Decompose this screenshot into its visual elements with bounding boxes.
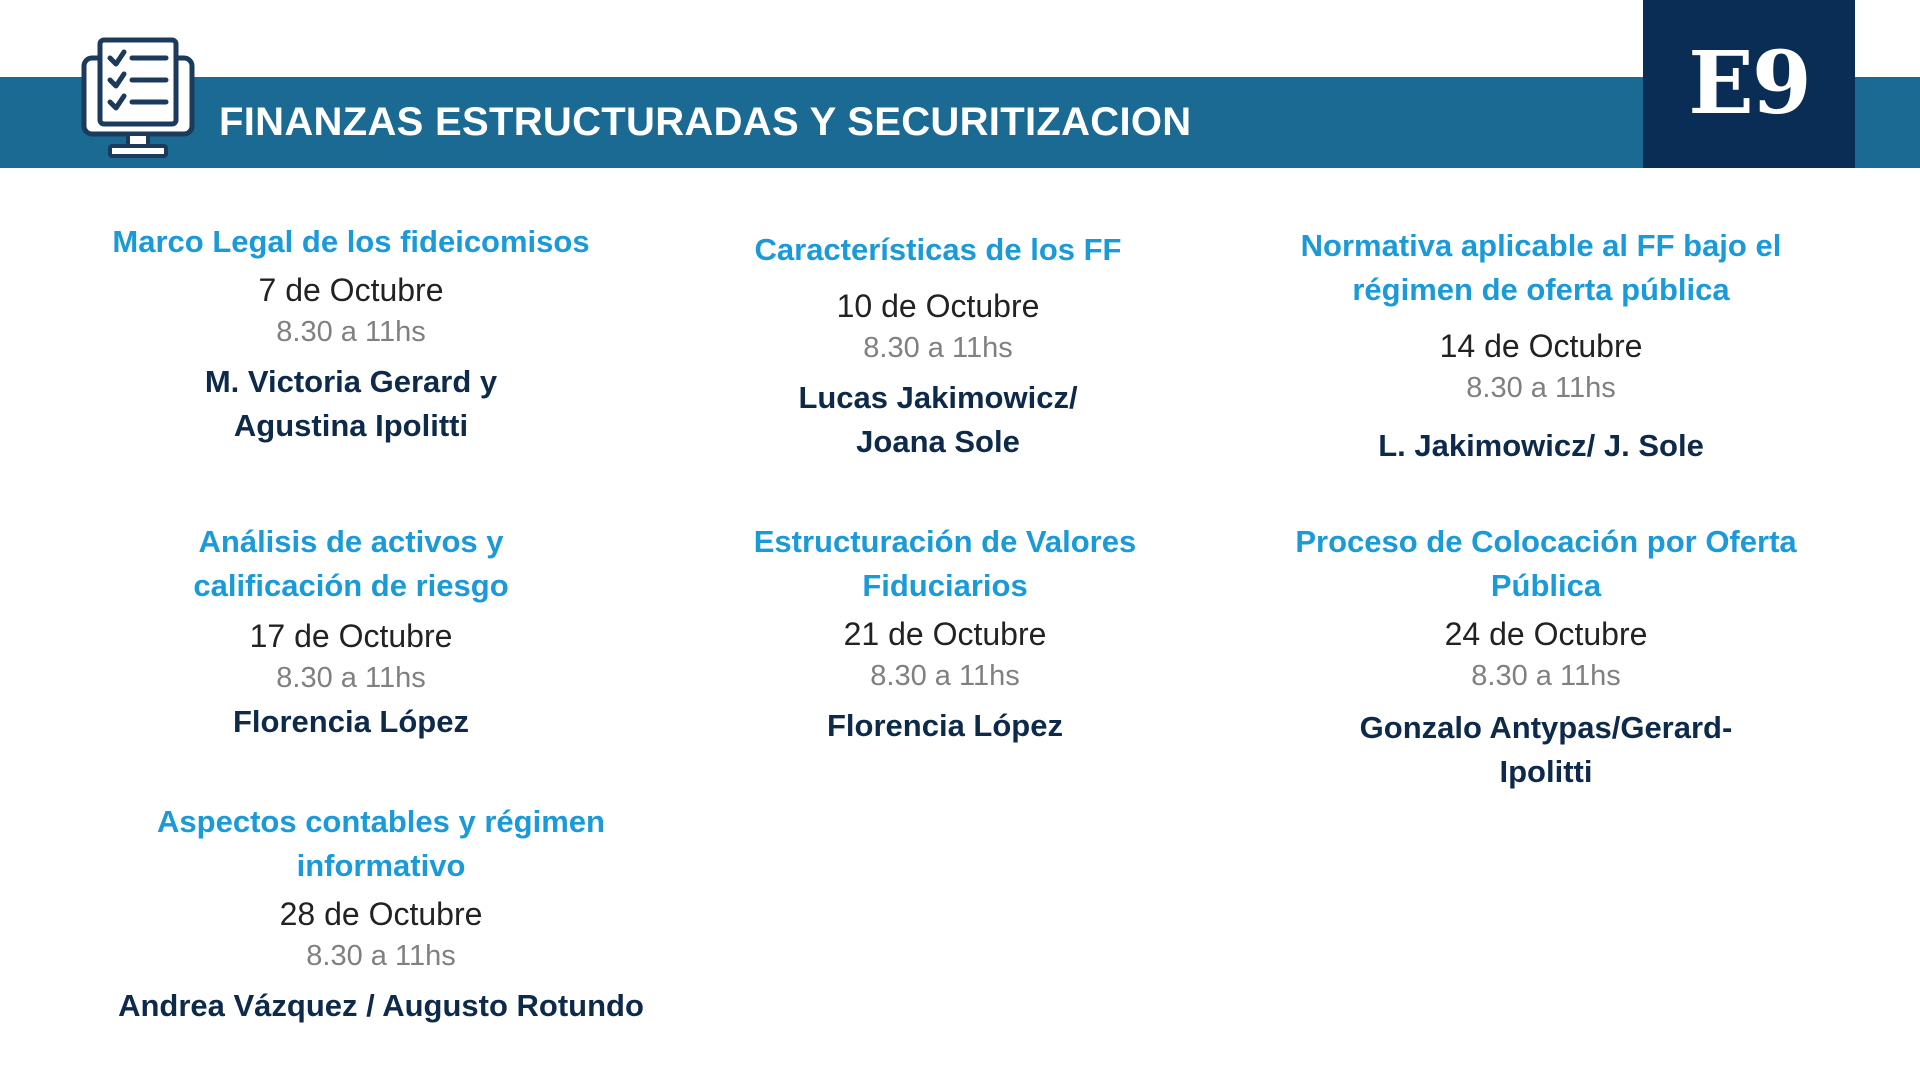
session-speaker: Agustina Ipolitti — [233, 408, 469, 443]
session-topic: Estructuración de Valores Fiduciarios — [753, 524, 1137, 603]
session-date: 10 de Octubre — [836, 288, 1040, 324]
session-date: 28 de Octubre — [279, 896, 483, 932]
session-speaker: Joana Sole — [856, 424, 1020, 459]
badge-label: E9 — [1688, 33, 1810, 134]
badge-e9 — [1643, 0, 1855, 168]
session-1 — [71, 220, 631, 448]
session-topic: Análisis de activos y calificación de riesgo — [193, 524, 509, 603]
session-6 — [1276, 520, 1816, 794]
session-time: 8.30 a 11hs — [1466, 372, 1616, 404]
session-topic: Normativa aplicable al FF bajo el régimen de oferta pública — [1300, 228, 1782, 307]
session-time: 8.30 a 11hs — [863, 332, 1013, 364]
session-time: 8.30 a 11hs — [276, 316, 426, 348]
session-speaker: L. Jakimowicz/ J. Sole — [1378, 428, 1704, 463]
session-speaker: Andrea Vázquez / Augusto Rotundo — [118, 988, 644, 1023]
session-speaker: M. Victoria Gerard y — [204, 364, 498, 399]
session-5 — [715, 520, 1175, 748]
checklist-monitor-icon — [80, 36, 196, 164]
session-time: 8.30 a 11hs — [870, 660, 1020, 692]
session-speaker: Lucas Jakimowicz/ — [798, 380, 1078, 415]
page-title: FINANZAS ESTRUCTURADAS Y SECURITIZACION — [219, 100, 1192, 144]
session-speaker: Florencia López — [233, 704, 469, 739]
session-time: 8.30 a 11hs — [276, 662, 426, 694]
session-topic: Marco Legal de los fideicomisos — [112, 224, 590, 259]
session-time: 8.30 a 11hs — [306, 940, 456, 972]
session-date: 17 de Octubre — [249, 618, 453, 654]
session-topic: Proceso de Colocación por Oferta Pública — [1295, 524, 1797, 603]
session-date: 24 de Octubre — [1444, 616, 1648, 652]
session-date: 21 de Octubre — [843, 616, 1047, 652]
session-topic: Aspectos contables y régimen informativo — [157, 804, 605, 883]
session-topic: Características de los FF — [754, 232, 1122, 267]
session-speaker: Florencia López — [827, 708, 1063, 743]
session-3 — [1271, 224, 1811, 468]
session-speaker: Gonzalo Antypas/Gerard-Ipolitti — [1359, 710, 1733, 789]
session-date: 7 de Octubre — [258, 272, 444, 308]
session-7 — [91, 800, 671, 1028]
session-2 — [658, 228, 1218, 464]
session-time: 8.30 a 11hs — [1471, 660, 1621, 692]
session-4 — [151, 520, 551, 744]
session-date: 14 de Octubre — [1439, 328, 1643, 364]
